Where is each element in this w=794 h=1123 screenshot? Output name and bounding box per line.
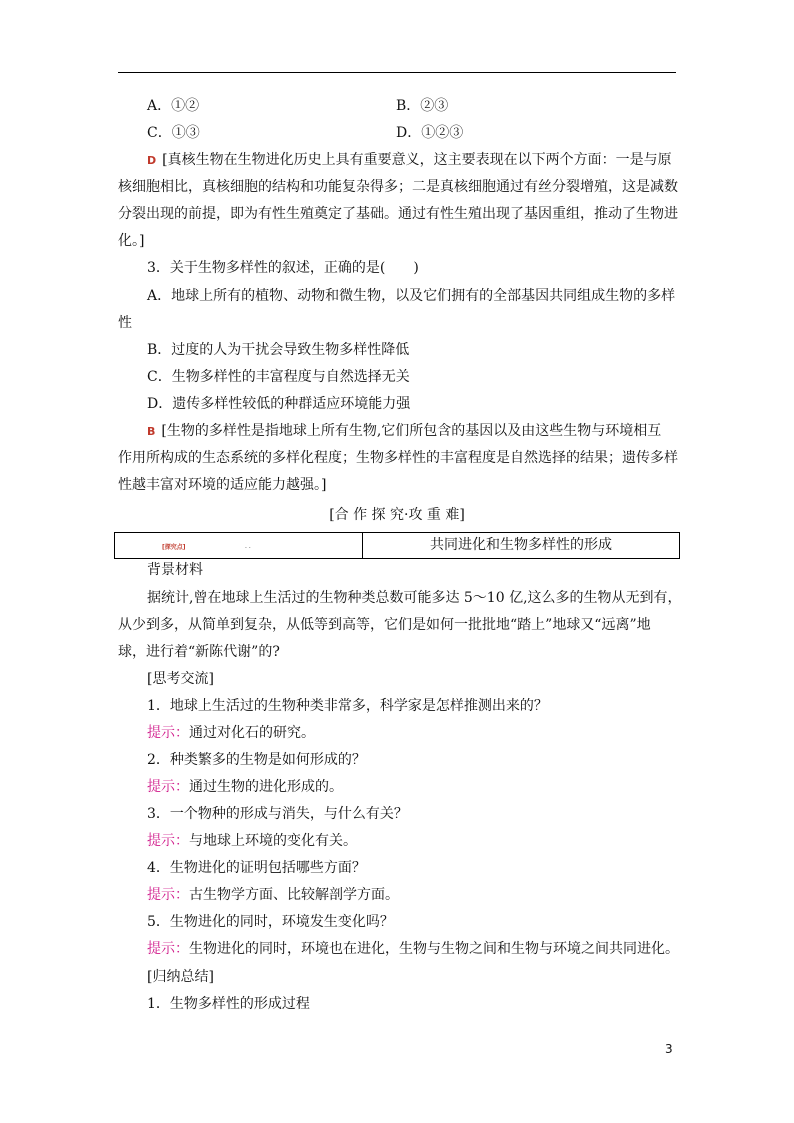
header-rule bbox=[118, 72, 676, 73]
q3-explanation-3: 性越丰富对环境的适应能力越强。] bbox=[118, 477, 327, 493]
hint-text: 通过生物的进化形成的。 bbox=[189, 779, 343, 795]
summary-heading: [归纳总结] bbox=[147, 969, 214, 985]
hint-text: 古生物学方面、比较解剖学方面。 bbox=[189, 887, 399, 903]
background-line-2: 从少到多，从简单到复杂，从低等到高等，它们是如何一批批地“踏上”地球又“远离”地 bbox=[118, 617, 651, 633]
q3-explanation-1: [生物的多样性是指地球上所有生物,它们所包含的基因以及由这些生物与环境相互 bbox=[161, 423, 662, 439]
topic-bar-label-cell bbox=[115, 533, 363, 558]
discussion-answer bbox=[147, 723, 315, 743]
q2-option-d: D．①②③ bbox=[396, 125, 464, 141]
hint-label: 提示： bbox=[147, 779, 189, 795]
q2-explanation-4: 化。] bbox=[118, 233, 145, 249]
hint-text: 生物进化的同时，环境也在进化，生物与生物之间和生物与环境之间共同进化。 bbox=[189, 941, 679, 957]
discussion-question: 4．生物进化的证明包括哪些方面？ bbox=[147, 860, 366, 876]
discussion-answer bbox=[147, 777, 343, 797]
q2-answer-letter: D bbox=[147, 154, 157, 167]
q2-option-c: C．①③ bbox=[147, 125, 200, 141]
topic-title: 共同进化和生物多样性的形成 bbox=[430, 537, 612, 553]
discussion-answer bbox=[147, 939, 679, 959]
q3-option-a-1: A．地球上所有的植物、动物和微生物，以及它们拥有的全部基因共同组成生物的多样 bbox=[147, 288, 676, 304]
q3-explanation-2: 作用所构成的生态系统的多样化程度；生物多样性的丰富程度是自然选择的结果；遗传多样 bbox=[118, 450, 678, 466]
background-line-3: 球，进行着“新陈代谢”的? bbox=[118, 644, 280, 660]
page-number: 3 bbox=[665, 1042, 673, 1056]
discussion-question: 5．生物进化的同时，环境发生变化吗？ bbox=[147, 914, 394, 930]
discussion-heading: [思考交流] bbox=[147, 671, 214, 687]
hint-text: 与地球上环境的变化有关。 bbox=[189, 833, 357, 849]
background-line-1: 据统计,曾在地球上生活过的生物种类总数可能多达 5～10 亿,这么多的生物从无到有， bbox=[147, 590, 682, 606]
hint-label: 提示： bbox=[147, 833, 189, 849]
hint-text: 通过对化石的研究。 bbox=[189, 725, 315, 741]
q2-explanation-1: [真核生物在生物进化历史上具有重要意义，这主要表现在以下两个方面：一是与原 bbox=[162, 152, 672, 168]
discussion-question: 2．种类繁多的生物是如何形成的？ bbox=[147, 752, 366, 768]
background-heading: 背景材料 bbox=[147, 562, 203, 578]
q2-explanation-2: 核细胞相比，真核细胞的结构和功能复杂得多；二是真核细胞通过有丝分裂增殖，这是减数 bbox=[118, 179, 678, 195]
explore-point-badge: [探究点] bbox=[162, 544, 186, 551]
q3-answer-letter: B bbox=[147, 425, 156, 438]
q3-option-a-2: 性 bbox=[118, 315, 132, 331]
q3-answer-line bbox=[147, 421, 661, 441]
discussion-question: 3．一个物种的形成与消失，与什么有关？ bbox=[147, 806, 408, 822]
topic-bar bbox=[114, 532, 680, 559]
q2-option-b: B．②③ bbox=[396, 98, 449, 114]
q3-option-b: B．过度的人为干扰会导致生物多样性降低 bbox=[147, 342, 410, 358]
q2-option-a: A．①② bbox=[147, 98, 200, 114]
topic-bar-dots: . . bbox=[245, 543, 251, 550]
q3-stem: 3．关于生物多样性的叙述，正确的是( ) bbox=[147, 260, 419, 276]
summary-item-1: 1．生物多样性的形成过程 bbox=[147, 996, 310, 1012]
q2-answer-line bbox=[147, 150, 672, 170]
hint-label: 提示： bbox=[147, 941, 189, 957]
hint-label: 提示： bbox=[147, 725, 189, 741]
q3-option-d: D．遗传多样性较低的种群适应环境能力强 bbox=[147, 396, 411, 412]
q3-option-c: C．生物多样性的丰富程度与自然选择无关 bbox=[147, 369, 410, 385]
discussion-answer bbox=[147, 831, 357, 851]
discussion-answer bbox=[147, 885, 399, 905]
hint-label: 提示： bbox=[147, 887, 189, 903]
q2-explanation-3: 分裂出现的前提，即为有性生殖奠定了基础。通过有性生殖出现了基因重组，推动了生物进 bbox=[118, 206, 678, 222]
discussion-question: 1．地球上生活过的生物种类非常多，科学家是怎样推测出来的？ bbox=[147, 698, 548, 714]
section-title: [合 作 探 究·攻 重 难] bbox=[329, 507, 465, 523]
